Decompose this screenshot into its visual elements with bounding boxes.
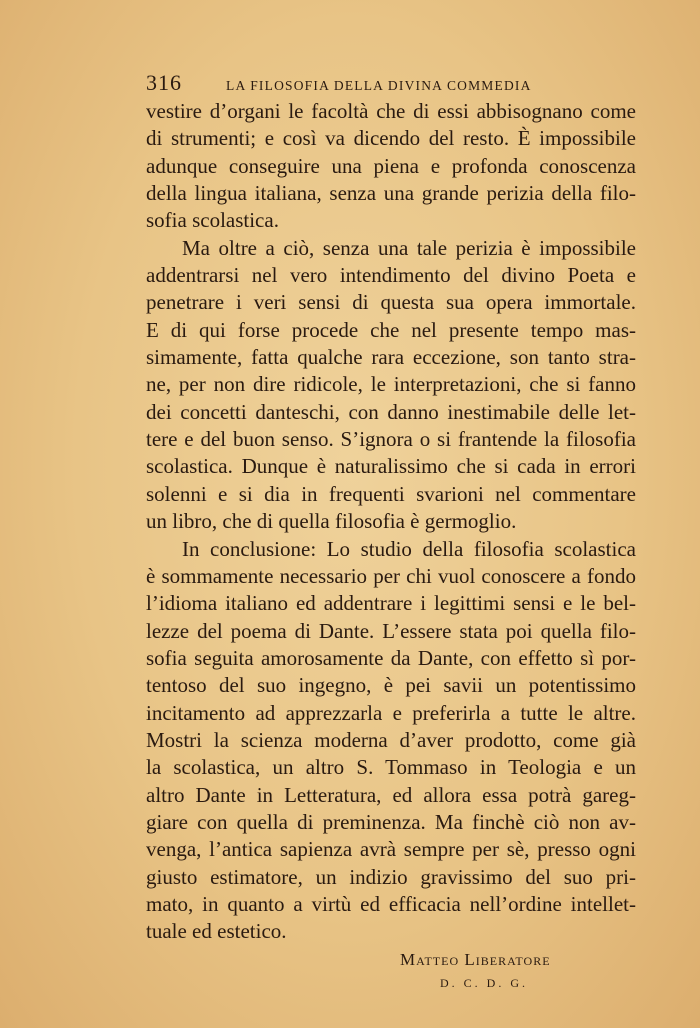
text-line: lezze del poema di Dante. L’essere stata poi quella filo- <box>146 618 636 643</box>
text-line: addentrarsi nel vero intendimento del divino Poeta e <box>146 263 636 288</box>
text-line: tentoso del suo ingegno, è pei savii un potentissimo <box>146 673 636 698</box>
text-line: altro Dante in Letteratura, ed allora essa potrà gareg- <box>146 782 636 807</box>
text-line: solenni e si dia in frequenti svarioni nel commentare <box>146 481 636 506</box>
text-line: venga, l’antica sapienza avrà sempre per sè, presso ogni <box>146 837 636 862</box>
text-line: E di qui forse procede che nel presente tempo mas- <box>146 317 636 342</box>
page-number: 316 <box>146 70 182 95</box>
text-line: tere e del buon senso. S’ignora o si frantende la filosofia <box>146 427 636 452</box>
running-header <box>146 70 636 98</box>
text-line: penetrare i veri sensi di questa sua opera immortale. <box>146 290 636 315</box>
running-title: LA FILOSOFIA DELLA DIVINA COMMEDIA <box>226 78 532 93</box>
text-line: l’idioma italiano ed addentrare i legittimi sensi e le bel- <box>146 591 636 616</box>
text-line: tuale ed estetico. <box>146 919 287 944</box>
text-line: la scolastica, un altro S. Tommaso in Teologia e un <box>146 755 636 780</box>
text-line: sofia scolastica. <box>146 208 279 233</box>
text-line: Ma oltre a ciò, senza una tale perizia è impossibile <box>182 235 636 260</box>
text-line: un libro, che di quella filosofia è germoglio. <box>146 509 517 534</box>
text-line: della lingua italiana, senza una grande perizia della filo- <box>146 181 636 206</box>
text-line: sofia seguita amorosamente da Dante, con effetto sì por- <box>146 645 636 670</box>
text-line: dei concetti danteschi, con danno inestimabile delle let- <box>146 399 636 424</box>
author-order: D. C. D. G. <box>440 975 529 990</box>
text-line: è sommamente necessario per chi vuol conoscere a fondo <box>146 563 636 588</box>
text-line: giare con quella di preminenza. Ma finchè ciò non av- <box>146 809 636 834</box>
text-line: scolastica. Dunque è naturalissimo che si cada in errori <box>146 454 636 479</box>
text-line: adunque conseguire una piena e profonda conoscenza <box>146 153 636 178</box>
text-line: incitamento ad apprezzarla e preferirla a tutte le altre. <box>146 700 636 725</box>
text-line: simamente, fatta qualche rara eccezione, son tanto stra- <box>146 345 636 370</box>
text-line: Mostri la scienza moderna d’aver prodotto, come già <box>146 727 636 752</box>
text-line: vestire d’organi le facoltà che di essi abbisognano come <box>146 99 636 123</box>
text-line: ne, per non dire ridicole, le interpretazioni, che si fanno <box>146 372 636 397</box>
body-text <box>146 98 636 946</box>
text-line: In conclusione: Lo studio della filosofia scolastica <box>182 536 636 561</box>
text-line: di strumenti; e così va dicendo del resto. È impossibile <box>146 126 636 151</box>
author-signature: Matteo Liberatore <box>400 949 551 969</box>
text-line: giusto estimatore, un indizio gravissimo del suo pri- <box>146 864 636 889</box>
book-page <box>146 70 636 991</box>
text-line: mato, in quanto a virtù ed efficacia nell’ordine intellet- <box>146 891 636 916</box>
